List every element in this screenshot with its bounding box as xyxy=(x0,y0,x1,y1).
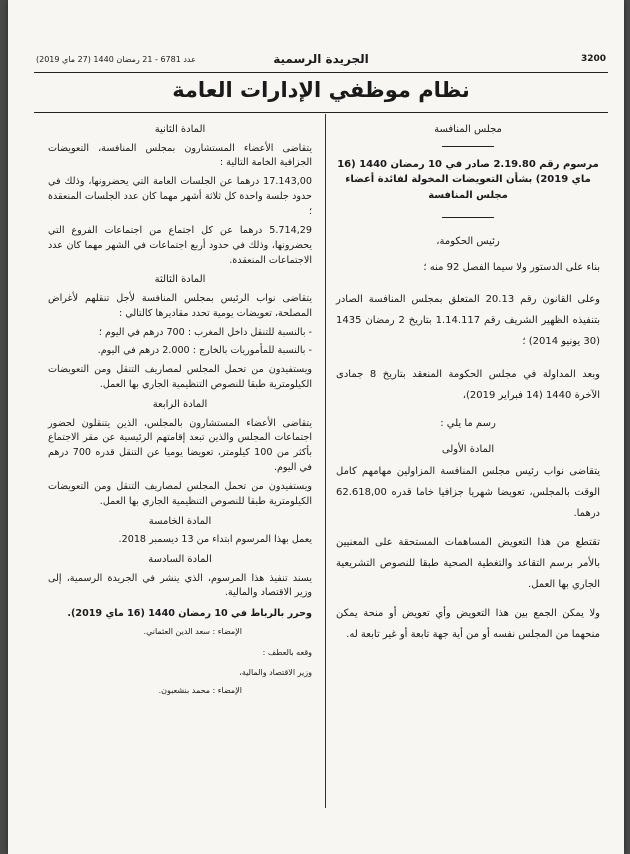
paragraph: يتقاضى الأعضاء المستشارون بمجلس المنافسة، التعويضات الجزافية الخامة التالية : xyxy=(48,142,312,169)
paragraph: بناء على الدستور ولا سيما الفصل 92 منه ؛ xyxy=(423,261,600,273)
left-column xyxy=(48,122,312,702)
page-number: 3200 xyxy=(580,54,606,64)
paragraph: ويستفيدون من تحمل المجلس لمصاريف التنقل ومن التعويضات الكيلومترية طبقا للنصوص التنظيمية الجاري بها العمل. xyxy=(48,480,312,507)
paragraph: يتقاضى نواب الرئيس بمجلس المنافسة لأجل تنقلهم لأغراض المصلحة، تعويضات يومية تحدد مقاديرها كالتالي : xyxy=(48,292,312,319)
paragraph: يتقاضى نواب رئيس مجلس المنافسة المزاولين مهامهم كامل الوقت بالمجلس، تعويضا شهريا جزافيا خاما قدره 62.618,00 درهما. xyxy=(336,466,600,519)
title-rule xyxy=(34,112,608,113)
signature-pm: الإمضاء : سعد الدين العثماني. xyxy=(143,627,242,637)
paragraph: وعلى القانون رقم 20.13 المتعلق بمجلس المنافسة الصادر بتنفيذه الظهير الشريف رقم 1.14.117 بتاريخ 2 رمضان 1435 (30 يونيو 2014) ؛ xyxy=(336,294,600,347)
article-heading: المادة الثانية xyxy=(154,124,206,135)
separator xyxy=(442,146,494,147)
article-heading: المادة الخامسة xyxy=(148,515,212,527)
gazette-page xyxy=(8,0,624,854)
paragraph: ولا يمكن الجمع بين هذا التعويض وأي تعويض أو منحة يمكن منحهما من المجلس نفسه أو من أية جهة تابعة أو غير تابعة له. xyxy=(336,608,600,640)
issue-info: عدد 6781 - 21 رمضان 1440 (27 ماي 2019) xyxy=(36,55,196,64)
decree-formula: رسم ما يلي : xyxy=(440,418,496,429)
list-item: - بالنسبة للتنقل داخل المغرب : 700 درهم في اليوم ؛ xyxy=(98,326,312,338)
paragraph: يسند تنفيذ هذا المرسوم، الذي ينشر في الجريدة الرسمية، إلى وزير الاقتصاد والمالية. xyxy=(48,572,312,599)
article-heading: المادة الثالثة xyxy=(154,274,206,286)
right-column xyxy=(336,122,600,649)
paragraph: وبعد المداولة في مجلس الحكومة المنعقد بتاريخ 8 جمادى الآخرة 1440 (14 فبراير 2019)، xyxy=(336,369,600,401)
article-heading: المادة الأولى xyxy=(441,443,495,455)
paragraph: 17.143,00 درهما عن الجلسات العامة التي يحضرونها، وذلك في حدود جلسة واحدة كل ثلاثة أشهر مهما كان عدد الجلسات المنعقدة ؛ xyxy=(48,176,312,217)
paragraph: 5.714,29 درهما عن كل اجتماع من اجتماعات الفروع التي يحضرونها، وذلك في حدود أربع اجتماعات في الشهر مهما كان عدد الاجتماعات المنعقدة. xyxy=(48,224,312,266)
signature-minister: الإمضاء : محمد بنشعبون. xyxy=(158,686,242,696)
minister-title: وزير الاقتصاد والمالية، xyxy=(239,667,312,677)
decree-head: رئيس الحكومة، xyxy=(436,236,500,247)
decree-title: مرسوم رقم 2.19.80 صادر في 10 رمضان 1440 (16 ماي 2019) بشأن التعويضات المخولة لفائدة أعضاء مجلس المنافسة xyxy=(337,158,599,201)
list-item: - بالنسبة للمأموريات بالخارج : 2.000 درهم في اليوم. xyxy=(97,345,312,357)
separator xyxy=(442,217,494,218)
section-heading: مجلس المنافسة xyxy=(434,124,502,135)
paragraph: تقتطع من هذا التعويض المساهمات المستحقة على المعنيين بالأمر برسم التقاعد والتغطية الصحية طبقا للنصوص التشريعية الجاري بها العمل. xyxy=(336,537,600,590)
countersign-label: وقعه بالعطف : xyxy=(262,647,312,657)
signing-place-date: وحرر بالرباط في 10 رمضان 1440 (16 ماي 2019). xyxy=(67,608,312,620)
page-title: نظام موظفي الإدارات العامة xyxy=(172,78,470,102)
paragraph: يتقاضى الأعضاء المستشارون بالمجلس، الذين يتنقلون لحضور اجتماعات المجلس والذين تبعد إقامتهم الرئيسية عن مقر الاجتماع بأكثر من 100 كيلومتر، تعويضا يوميا عن التنقل قدره 700 درهم في اليوم. xyxy=(48,417,313,474)
paragraph: ويستفيدون من تحمل المجلس لمصاريف التنقل ومن التعويضات الكيلومترية طبقا للنصوص التنظيمية الجاري بها العمل. xyxy=(48,364,312,391)
gazette-name: الجريدة الرسمية xyxy=(273,52,369,66)
article-heading: المادة الرابعة xyxy=(152,399,208,411)
paragraph: يعمل بهذا المرسوم ابتداء من 13 ديسمبر 2018. xyxy=(118,534,312,546)
article-heading: المادة السادسة xyxy=(148,554,212,566)
header-rule xyxy=(34,72,608,73)
page-header xyxy=(36,50,606,72)
column-divider xyxy=(325,114,326,808)
